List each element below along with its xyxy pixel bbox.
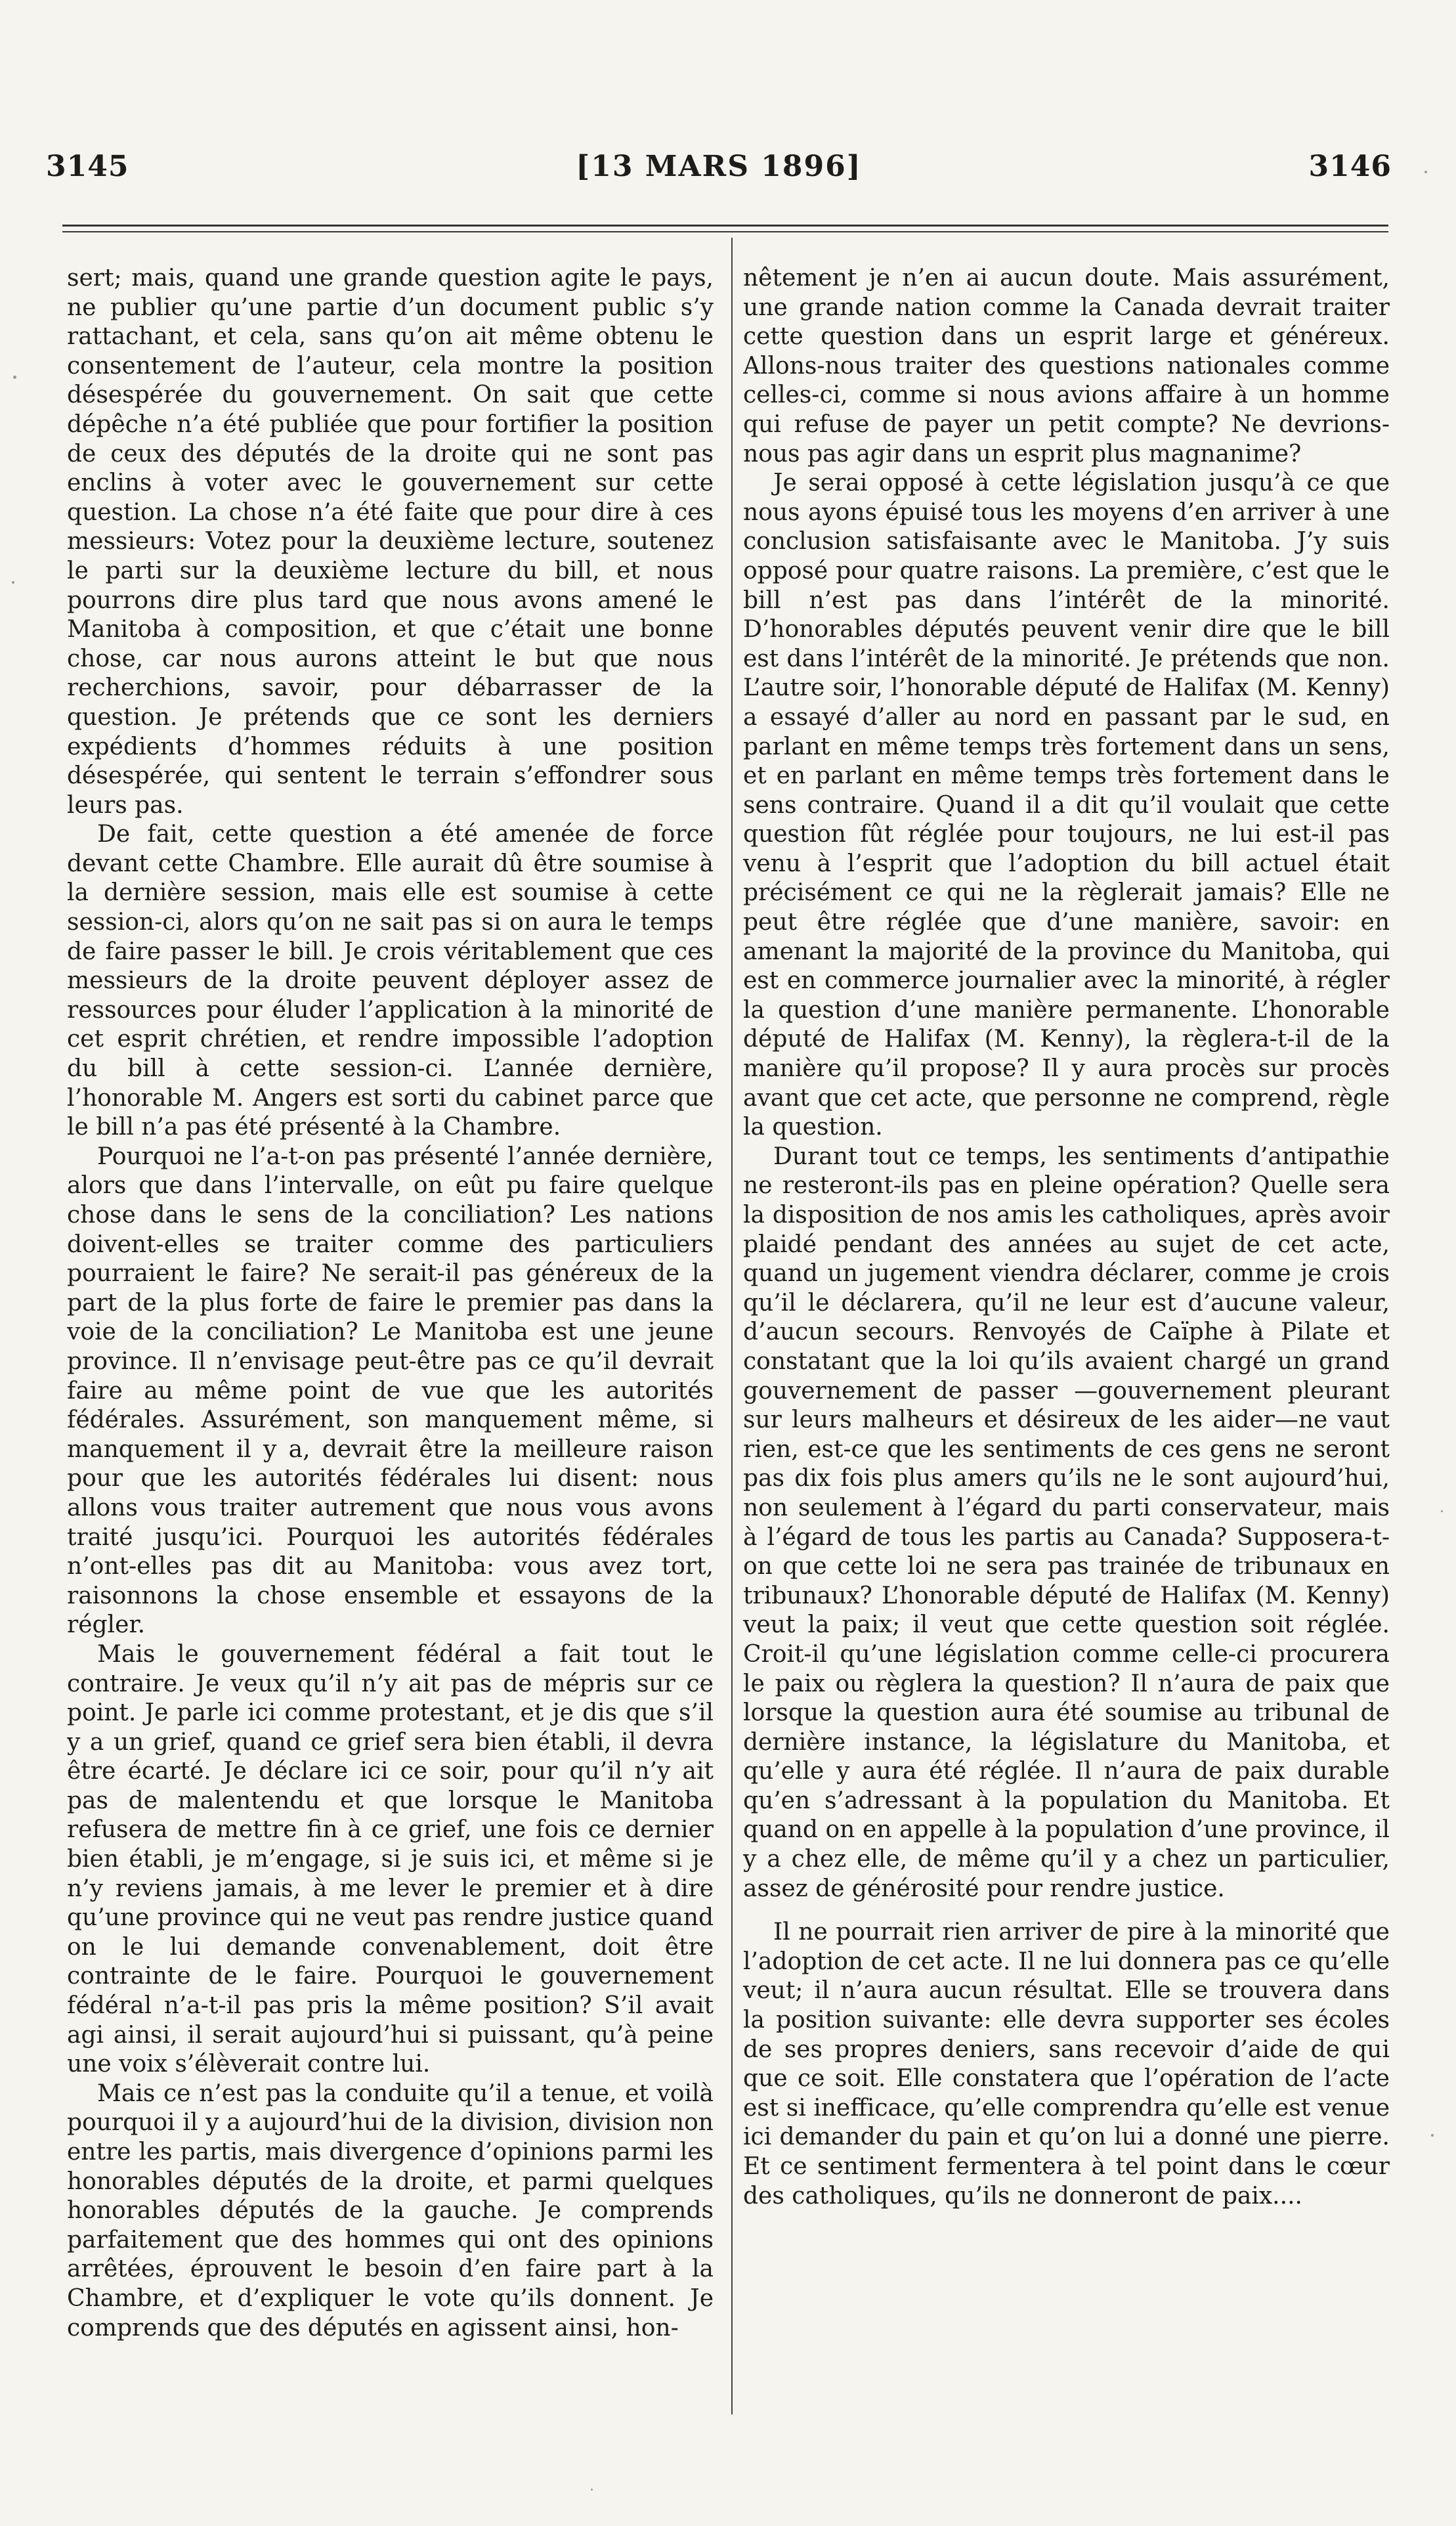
paragraph: Mais le gouvernement fédéral a fait tout le contraire. Je veux qu’il n’y ait pas de mépris sur ce point. Je parle ici comme protestant, et je dis que s’il y a un grief, quand ce grief sera bien établi, il devra être écarté. Je déclare ici ce soir, pour qu’il n’y ait pas de malentendu et que lorsque le Manitoba refusera de mettre fin à ce grief, une fois ce dernier bien établi, je m’engage, si je suis ici, et même si je n’y reviens jamais, à me lever le premier et à dire qu’une province qui ne veut pas rendre justice quand on le lui demande convenablement, doit être contrainte de le faire. Pourquoi le gouvernement fédéral n’a-t-il pas pris la même position? S’il avait agi ainsi, il serait aujourd’hui si puissant, qu’à peine une voix s’élèverait contre lui. — [67, 1640, 714, 2078]
paragraph: nêtement je n’en ai aucun doute. Mais assurément, une grande nation comme la Canada devrait traiter cette question dans un esprit large et généreux. Allons-nous traiter des questions nationales comme celles-ci, comme si nous avions affaire à un homme qui refuse de payer un petit compte? Ne devrions-nous pas agir dans un esprit plus magnanime? — [743, 265, 1390, 468]
right-column — [743, 264, 1390, 2418]
scan-speck — [13, 376, 16, 379]
scan-speck — [12, 581, 14, 584]
paragraph: De fait, cette question a été amenée de force devant cette Chambre. Elle aurait dû être soumise à la dernière session, mais elle est soumise à cette session-ci, alors qu’on ne sait pas si on aura le temps de faire passer le bill. Je crois véritablement que ces messieurs de la droite peuvent déployer assez de ressources pour éluder l’application à la minorité de cet esprit chrétien, et rendre impossible l’adoption du bill à cette session-ci. L’année dernière, l’honorable M. Angers est sorti du cabinet parce que le bill n’a pas été présenté à la Chambre. — [67, 821, 714, 1141]
paragraph: Durant tout ce temps, les sentiments d’antipathie ne resteront-ils pas en pleine opération? Quelle sera la disposition de nos amis les catholiques, après avoir plaidé pendant des années au sujet de cet acte, quand un jugement viendra déclarer, comme je crois qu’il le déclarera, qu’il ne leur est d’aucune valeur, d’aucun secours. Renvoyés de Caïphe à Pilate et constatant que la loi qu’ils avaient chargé un grand gouvernement de passer —gouvernement pleurant sur leurs malheurs et désireux de les aider—ne vaut rien, est-ce que les sentiments de ces gens ne seront pas dix fois plus amers qu’ils ne le sont aujourd’hui, non seulement à l’égard du parti conservateur, mais à l’égard de tous les partis au Canada? Supposera-t-on que cette loi ne sera pas trainée de tribunaux en tribunaux? L’honorable député de Halifax (M. Kenny) veut la paix; il veut que cette question soit réglée. Croit-il qu’une législation comme celle-ci procurera le paix ou règlera la question? Il n’aura de paix que lorsque la question aura été soumise au tribunal de dernière instance, la législature du Manitoba, et qu’elle y aura été réglée. Il n’aura de paix durable qu’en s’adressant à la population du Manitoba. Et quand on en appelle à la population d’une province, il y a chez elle, de même qu’il y a chez un particulier, assez de générosité pour rendre justice. — [743, 1143, 1390, 1902]
page-header — [46, 150, 1392, 196]
header-rule-bottom — [62, 231, 1388, 232]
paragraph: Il ne pourrait rien arriver de pire à la minorité que l’adoption de cet acte. Il ne lui donnera pas ce qu’elle veut; il n’aura aucun résultat. Elle se trouvera dans la position suivante: elle devra supporter ses écoles de ses propres deniers, sans recevoir d’aide de qui que ce soit. Elle constatera que l’opération de l’acte est si inefficace, qu’elle comprendra qu’elle est venue ici demander du pain et qu’on lui a donné une pierre. Et ce sentiment fermentera à tel point dans le cœur des catholiques, qu’ils ne donneront de paix.... — [743, 1919, 1390, 2210]
scan-speck — [1431, 2134, 1434, 2137]
page-number-right: 3146 — [1308, 150, 1392, 183]
paragraph: Je serai opposé à cette législation jusqu’à ce que nous ayons épuisé tous les moyens d’en arriver à une conclusion satisfaisante avec le Manitoba. J’y suis opposé pour quatre raisons. La première, c’est que le bill n’est pas dans l’intérêt de la minorité. D’honorables députés peuvent venir dire que le bill est dans l’intérêt de la minorité. Je prétends que non. L’autre soir, l’honorable député de Halifax (M. Kenny) a essayé d’aller au nord en passant par le sud, en parlant en même temps très fortement dans un sens, et en parlant en même temps très fortement dans le sens contraire. Quand il a dit qu’il voulait que cette question fût réglée pour toujours, ne lui est-il pas venu à l’esprit que l’adoption du bill actuel était précisément ce qui ne la règlerait jamais? Elle ne peut être réglée que d’une manière, savoir: en amenant la majorité de la province du Manitoba, qui est en commerce journalier avec la minorité, à régler la question d’une manière permanente. L’honorable député de Halifax (M. Kenny), la règlera-t-il de la manière qu’il propose? Il y aura procès sur procès avant que cet acte, que personne ne comprend, règle la question. — [743, 469, 1390, 1141]
header-rule-top — [62, 225, 1388, 227]
header-date: [13 MARS 1896] — [576, 150, 862, 183]
paragraph: Mais ce n’est pas la conduite qu’il a tenue, et voilà pourquoi il y a aujourd’hui de la division, division non entre les partis, mais divergence d’opinions parmi les honorables députés de la droite, et parmi quelques honorables députés de la gauche. Je comprends parfaitement que des hommes qui ont des opinions arrêtées, éprouvent le besoin d’en faire part à la Chambre, et d’expliquer le vote qu’ils donnent. Je comprends que des députés en agissent ainsi, hon- — [67, 2080, 714, 2341]
paragraph: Pourquoi ne l’a-t-on pas présenté l’année dernière, alors que dans l’intervalle, on eût pu faire quelque chose dans le sens de la conciliation? Les nations doivent-elles se traiter comme des particuliers pourraient le faire? Ne serait-il pas généreux de la part de la plus forte de faire le premier pas dans la voie de la conciliation? Le Manitoba est une jeune province. Il n’envisage peut-être pas ce qu’il devrait faire au même point de vue que les autorités fédérales. Assurément, son manquement même, si manquement il y a, devrait être la meilleure raison pour que les autorités fédérales lui disent: nous allons vous traiter autrement que nous vous avons traité jusqu’ici. Pourquoi les autorités fédérales n’ont-elles pas dit au Manitoba: vous avez tort, raisonnons la chose ensemble et essayons de la régler. — [67, 1143, 714, 1639]
scan-speck — [1424, 171, 1427, 173]
column-divider — [731, 238, 733, 2414]
scan-speck — [1441, 1510, 1443, 1512]
page-number-left: 3145 — [46, 150, 129, 183]
paragraph: sert; mais, quand une grande question agite le pays, ne publier qu’une partie d’un document public s’y rattachant, et cela, sans qu’on ait même obtenu le consentement de l’auteur, cela montre la position désespérée du gouvernement. On sait que cette dépêche n’a été publiée que pour fortifier la position de ceux des députés de la droite qui ne sont pas enclins à voter avec le gouvernement sur cette question. La chose n’a été faite que pour dire à ces messieurs: Votez pour la deuxième lecture, soutenez le parti sur la deuxième lecture du bill, et nous pourrons dire plus tard que nous avons amené le Manitoba à composition, et que c’était une bonne chose, car nous aurons atteint le but que nous recherchions, savoir, pour débarrasser de la question. Je prétends que ce sont les derniers expédients d’hommes réduits à une position désespérée, qui sentent le terrain s’effondrer sous leurs pas. — [67, 265, 714, 819]
scan-speck — [591, 2489, 593, 2491]
left-column — [67, 264, 714, 2418]
